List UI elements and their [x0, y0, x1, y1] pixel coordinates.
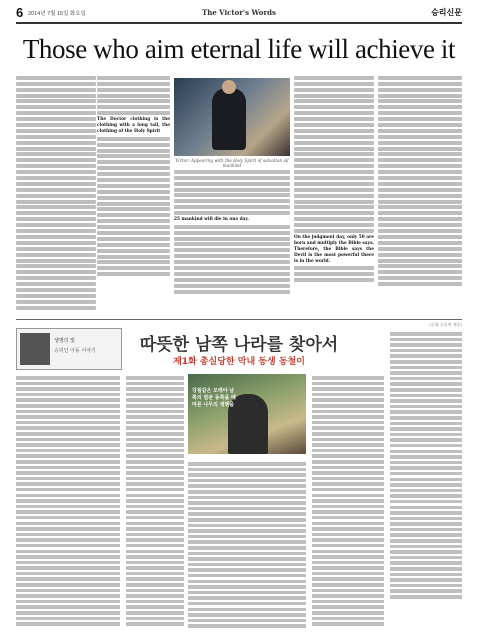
- korean-column-3: [188, 460, 306, 636]
- section-divider: [16, 319, 462, 320]
- issue-date: 2014년 7월 15일 화요일: [28, 11, 86, 17]
- article-headline: Those who aim eternal life will achieve it: [22, 34, 456, 64]
- story-title: 따뜻한 남쪽 나라를 찾아서: [139, 335, 339, 355]
- page-header: [16, 6, 462, 20]
- korean-column-5: [390, 330, 462, 636]
- article-column-3: [174, 168, 290, 314]
- photo-caption: Victor: Appearing with the Holy Spirit of salvation all mankind: [175, 158, 289, 168]
- author-box-title: 생명의 빛: [54, 338, 75, 344]
- newspaper-name: 승리신문: [431, 8, 462, 17]
- photo-figure-head: [222, 80, 236, 94]
- page-number: 6: [16, 5, 24, 20]
- header-rule: [16, 22, 462, 24]
- korean-column-2: [126, 374, 184, 636]
- column-2-lead: The Doctor clothing is the clothing with a long tail, the clothing of the Holy Spirit: [97, 117, 170, 134]
- article-photo: [174, 78, 290, 156]
- column-4-closing: On the judgment day, only 50 are born and multiply the Bible says. Therefore, the Bible says the Devil is the most powerful there is in the world.: [294, 234, 374, 264]
- author-box-name: 승리인 아동 이야기: [54, 348, 96, 354]
- column-3-subhead: 25 mankind will die in one day.: [174, 217, 249, 223]
- korean-column-4: [312, 374, 384, 636]
- article-column-2: [97, 74, 170, 314]
- article-column-4: [294, 74, 374, 314]
- article-byline: (문화 승리연 제공): [429, 322, 462, 327]
- author-photo: [20, 333, 50, 365]
- author-box: [16, 328, 122, 370]
- korean-column-1: [16, 374, 120, 636]
- publication-name: The Victor's Words: [201, 8, 276, 17]
- story-photo-caption: 강철같은 모래야 남쪽의 벌판 동쪽을 메마른 나무의 생명을: [192, 388, 236, 408]
- article-column-5: [378, 74, 462, 314]
- article-column-1: [16, 74, 96, 314]
- photo-figure: [212, 88, 246, 150]
- story-photo: [188, 374, 306, 454]
- story-subtitle: 제1화 총실당한 막내 동생 동철이: [173, 357, 305, 367]
